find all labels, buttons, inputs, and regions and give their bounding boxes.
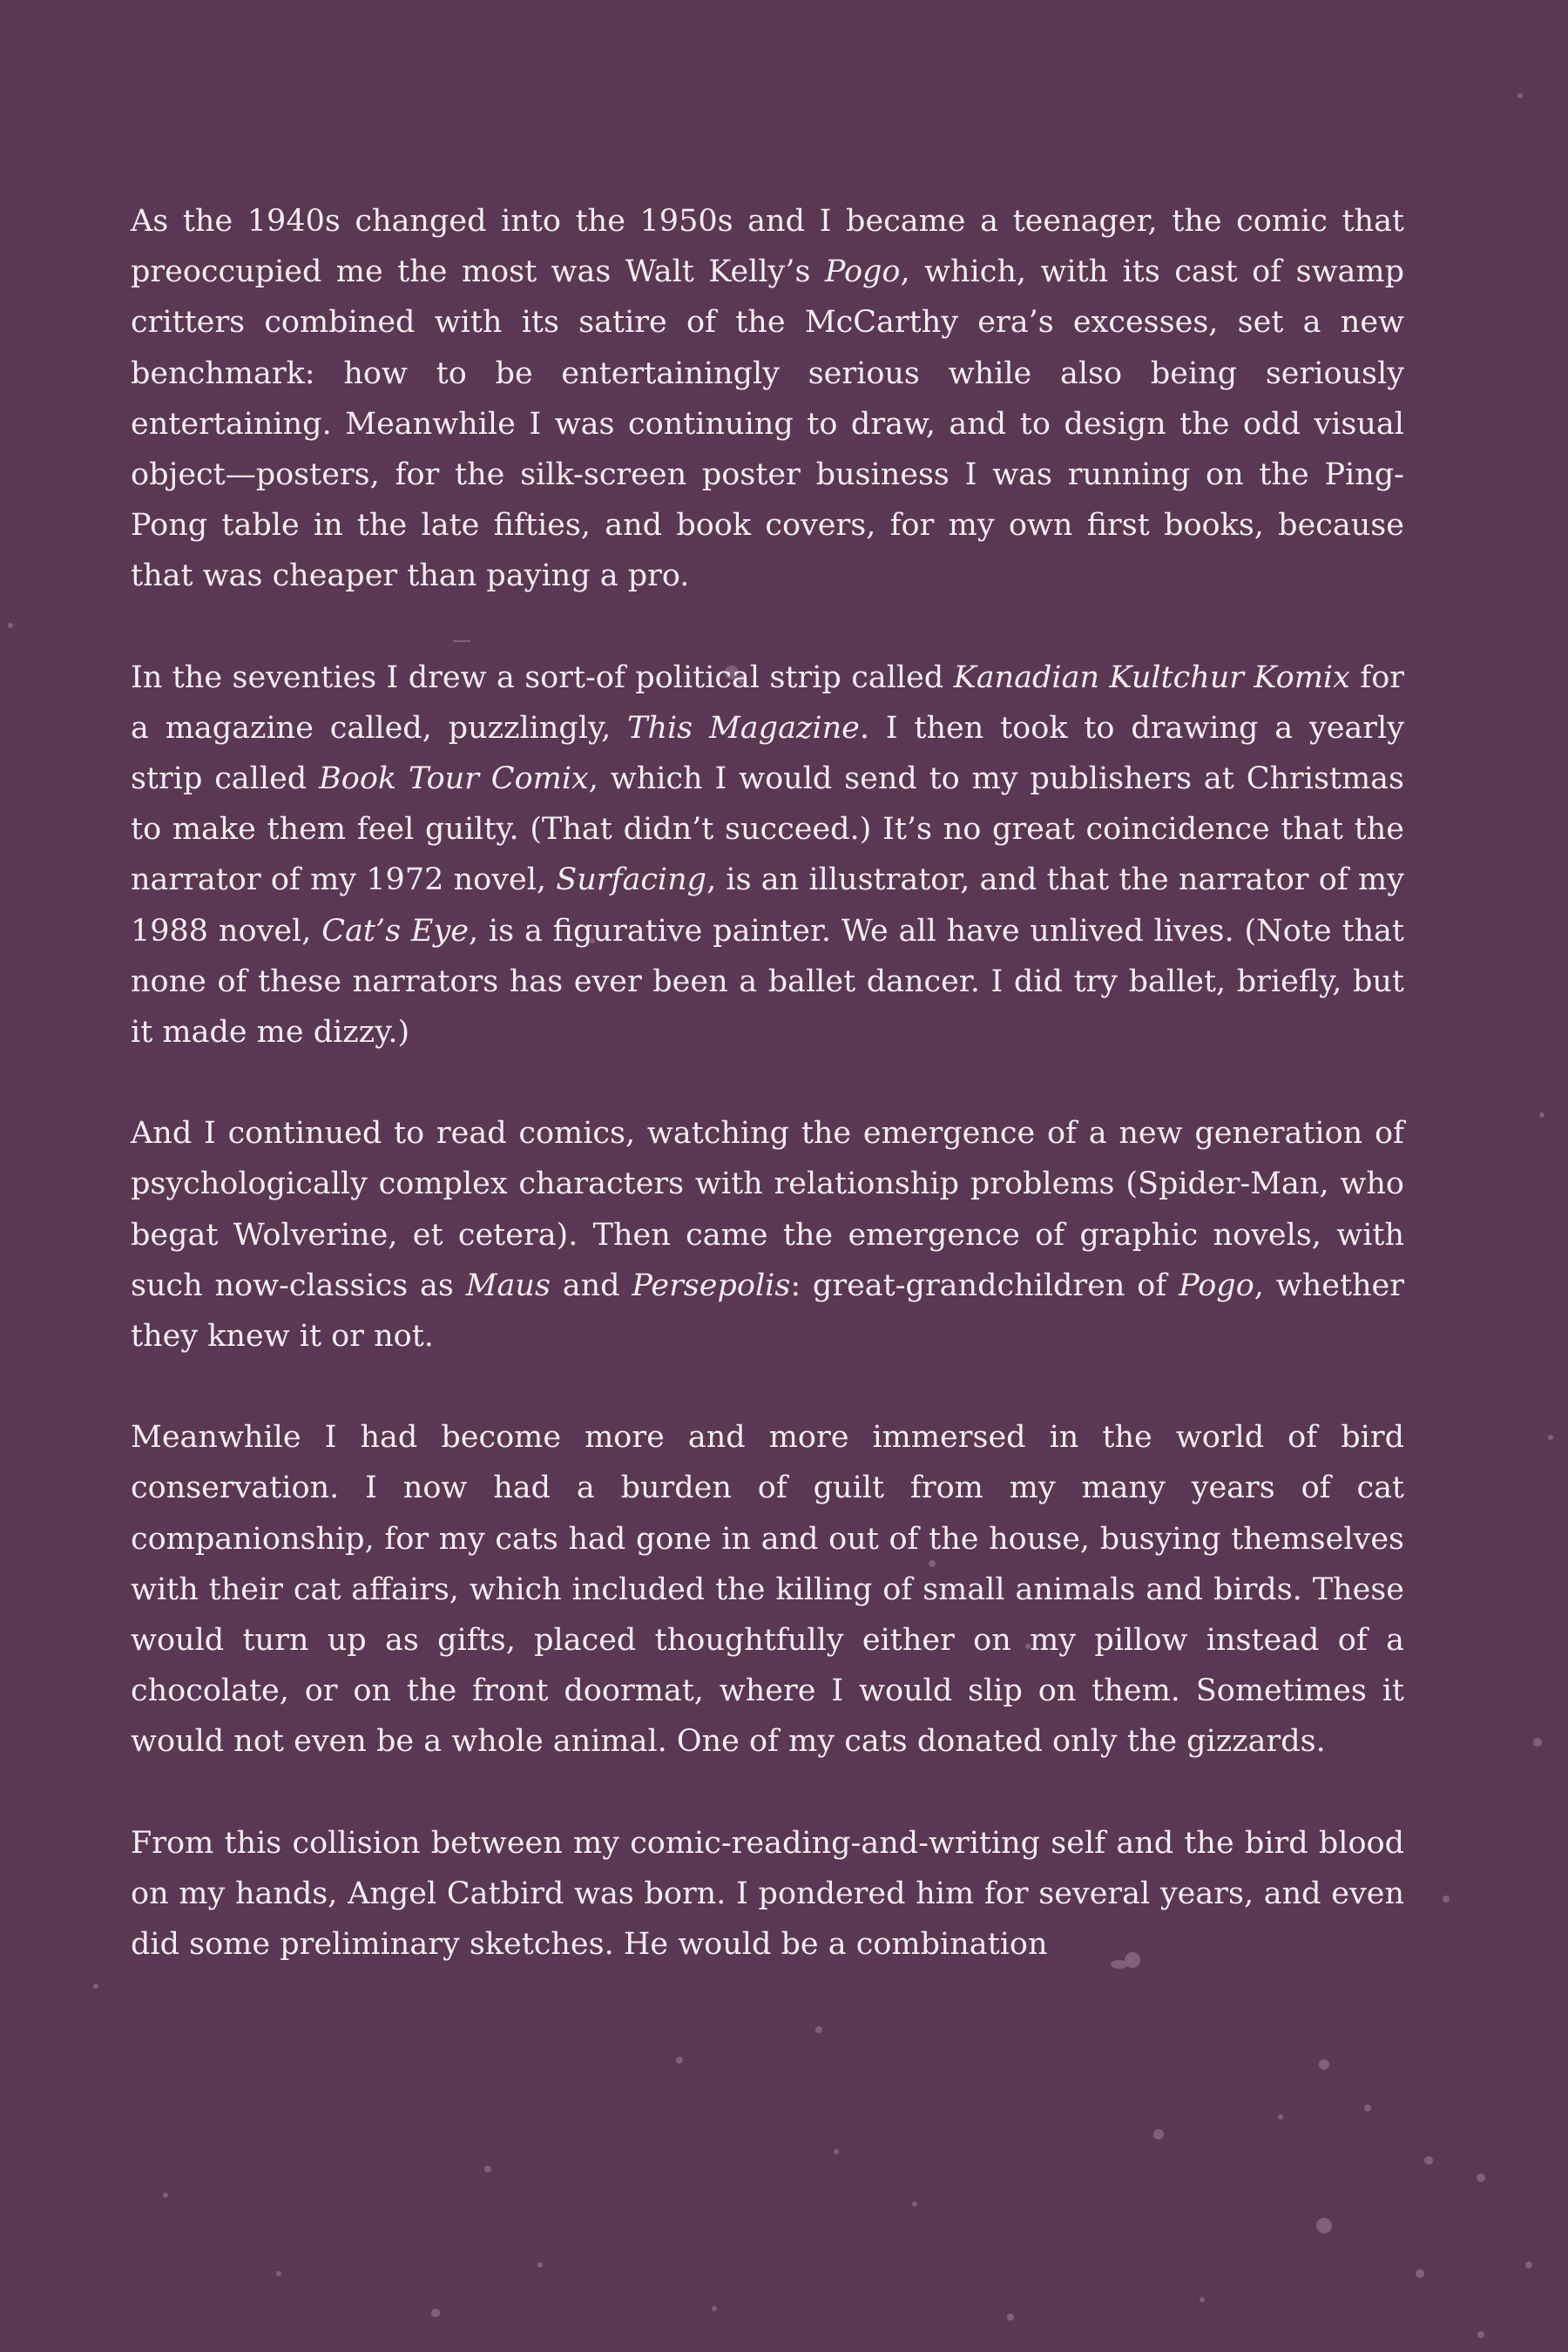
text-run: , which I would send to my publishers at Christmas to make them feel guilty. (That didn’t succeed.) It’s no great coincidence that the narrator of my 1972 novel, [131, 761, 1404, 898]
strip-title-book-tour-comix: Book Tour Comix [319, 761, 589, 797]
text-run: and [550, 1267, 632, 1303]
book-title-pogo: Pogo [1179, 1267, 1254, 1303]
text-run: : great-grandchildren of [790, 1267, 1179, 1303]
text-run: , is an illustrator, and that the narrator of my 1988 novel, [131, 862, 1404, 949]
book-title-maus: Maus [465, 1267, 551, 1303]
text-run: In the seventies I drew a sort-of political strip called [131, 659, 954, 695]
book-title-persepolis: Persepolis [632, 1267, 791, 1303]
text-run: Meanwhile I had become more and more immersed in the world of bird conservation. I now had a burden of guilt from my many years of cat companionship, for my cats had gone in and out of the house, busying themselves with their cat affairs, which included the killing of small animals and birds. These would turn up as gifts, placed thoughtfully either on my pillow instead of a chocolate, or on the front doormat, where I would slip on them. Sometimes it would not even be a whole animal. One of my cats donated only the gizzards. [131, 1420, 1404, 1760]
text-run: for a magazine called, puzzlingly, [131, 659, 1404, 746]
text-run: , is a figurative painter. We all have unlived lives. (Note that none of these narrators has ever been a ballet dancer. I did try ballet, briefly, but it made me dizzy.) [131, 913, 1404, 1051]
paragraph-2 [131, 652, 1404, 1058]
novel-title-cats-eye: Cat’s Eye [321, 913, 469, 949]
novel-title-surfacing: Surfacing [556, 862, 707, 898]
paragraph-5 [131, 1818, 1404, 1970]
paragraph-1 [131, 196, 1404, 602]
strip-title-kanadian-kultchur-komix: Kanadian Kultchur Komix [953, 659, 1350, 695]
text-run: And I continued to read comics, watching the emergence of a new generation of psychologically complex characters with relationship problems (Spider-Man, who begat Wolverine, et cetera). Then came the emergence of graphic novels, with such now-classics as [131, 1116, 1404, 1303]
text-run: , which, with its cast of swamp critters combined with its satire of the McCarthy era’s excesses, set a new benchmark: how to be entertainingly serious while also being seriously entertaining. Meanwhile I was continuing to draw, and to design the odd visual object—posters, for the silk-screen poster business I was running on the Ping-Pong table in the late fifties, and book covers, for my own first books, because that was cheaper than paying a pro. [131, 254, 1404, 594]
book-title-pogo: Pogo [824, 254, 901, 290]
magazine-title-this-magazine: This Magazine [627, 710, 860, 746]
text-run: . I then took to drawing a yearly strip called [131, 710, 1404, 797]
paragraph-3 [131, 1108, 1404, 1362]
text-run: As the 1940s changed into the 1950s and I became a teenager, the comic that preoccupied me the most was Walt Kelly’s [131, 204, 1404, 290]
paragraph-4 [131, 1412, 1404, 1767]
text-run: , whether they knew it or not. [131, 1267, 1404, 1355]
essay-text [131, 196, 1404, 2020]
text-run: From this collision between my comic-reading-and-writing self and the bird blood on my hands, Angel Catbird was born. I pondered him for several years, and even did some preliminary sketches. He would be a combination [131, 1825, 1404, 1963]
